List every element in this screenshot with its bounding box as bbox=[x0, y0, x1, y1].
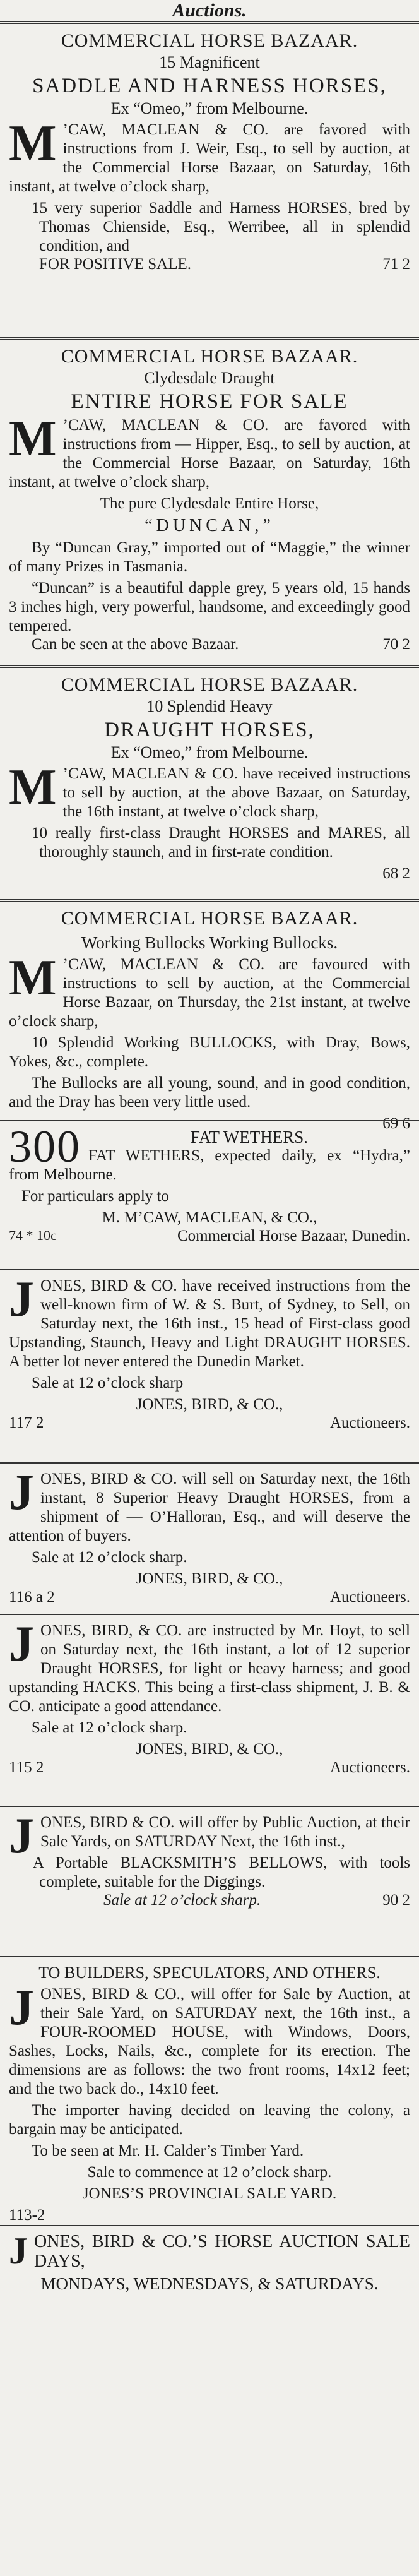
ad-body: ’CAW, MACLEAN & CO. are favored with instructions from J. Weir, Esq., to sell by auction, at the Commercial Horse Bazaar, on Saturday, 16th instant, at twelve o’clock sharp, bbox=[9, 121, 410, 195]
ad-ref: 90 2 bbox=[382, 1892, 410, 1909]
ad-body: FAT WETHERS, expected daily, ex “Hydra,” from Melbourne. bbox=[9, 1147, 410, 1183]
ad-body: ’CAW, MACLEAN & CO. are favored with instructions from — Hipper, Esq., to sell by auction, at the Commercial Horse Bazaar, on Saturday, 16th instant, at twelve o’clock sharp, bbox=[9, 417, 410, 491]
ad-title: TO BUILDERS, SPECULATORS, AND OTHERS. bbox=[38, 1964, 381, 1982]
horse-name: “DUNCAN,” bbox=[145, 516, 274, 535]
ad-time: Sale at 12 o’clock sharp. bbox=[32, 1549, 187, 1566]
drop-cap: J bbox=[9, 1808, 34, 1864]
ad-sale-days bbox=[0, 2225, 419, 2293]
ad-draught-horses bbox=[0, 665, 419, 899]
drop-cap: M bbox=[9, 411, 57, 467]
ad-body: ONES, BIRD & CO., will offer for Sale by Auction, at their Sale Yard, on SATURDAY next, the 16th inst., a FOUR-ROOMED HOUSE, with Windows, Doors, Sashes, Locks, Nails, &c., complete for its erection. The dimensions are as follows: the two front rooms, 14x12 feet; and the two back do., 14x10 feet. bbox=[9, 1986, 410, 2097]
ad-jones-bird-draught bbox=[0, 1269, 419, 1462]
ad-title: FAT WETHERS. bbox=[190, 1128, 309, 1147]
drop-cap: J bbox=[9, 1465, 34, 1520]
ad-working-bullocks bbox=[0, 899, 419, 1132]
ad-line: DRAUGHT HORSES, bbox=[104, 719, 315, 741]
ad-body: ONES, BIRD & CO. will sell on Saturday next, the 16th instant, 8 Superior Heavy Draught HORSES, from a shipment of — O’Halloran, Esq., and will deserve the attention of buyers. bbox=[9, 1470, 410, 1544]
ad-signature: JONES, BIRD, & CO., bbox=[136, 1741, 283, 1758]
ad-fat-wethers bbox=[0, 1120, 419, 1269]
ad-ref: 68 2 bbox=[382, 865, 410, 882]
ad-title: COMMERCIAL HORSE BAZAAR. bbox=[61, 908, 358, 929]
ad-ref: 116 a 2 bbox=[9, 1589, 55, 1606]
section-header: Auctions. bbox=[172, 0, 247, 21]
ad-body: 10 really first-class Draught HORSES and MARES, all thoroughly staunch, and in first-rate condition. bbox=[32, 825, 410, 861]
ad-signature: JONES, BIRD, & CO., bbox=[136, 1396, 283, 1413]
ad-body: MONDAYS, WEDNESDAYS, & SATURDAYS. bbox=[40, 2274, 379, 2293]
ad-role: Auctioneers. bbox=[329, 1759, 410, 1776]
drop-cap: J bbox=[9, 2230, 28, 2272]
ad-body: By “Duncan Gray,” imported out of “Maggie,” the winner of many Prizes in Tasmania. bbox=[9, 539, 410, 575]
ad-ref: 71 2 bbox=[382, 256, 410, 273]
ad-blacksmith-bellows bbox=[0, 1806, 419, 1956]
ad-line: 10 Splendid Heavy bbox=[146, 697, 273, 715]
ad-body: A Portable BLACKSMITH’S BELLOWS, with tools complete, suitable for the Diggings. bbox=[33, 1854, 410, 1890]
drop-cap: M bbox=[9, 950, 57, 1006]
ad-body: ’CAW, MACLEAN & CO. have received instructions to sell by auction, at the above Bazaar, on Saturday, the 16th instant, at twelve o’clock sharp, bbox=[62, 765, 410, 820]
big-number: 300 bbox=[9, 1121, 81, 1172]
ad-jones-bird-hoyt bbox=[0, 1614, 419, 1806]
ad-body: ONES, BIRD & CO. will offer by Public Auction, at their Sale Yards, on SATURDAY Next, the 16th inst., bbox=[40, 1814, 410, 1850]
ad-body: For particulars apply to bbox=[21, 1188, 169, 1205]
ad-body: Sale to commence at 12 o’clock sharp. bbox=[87, 2164, 332, 2181]
ad-role: Auctioneers. bbox=[329, 1414, 410, 1431]
ad-time: Sale at 12 o’clock sharp. bbox=[103, 1892, 261, 1909]
ad-line: Working Bullocks Working Bullocks. bbox=[81, 933, 338, 952]
ad-role: Auctioneers. bbox=[329, 1589, 410, 1606]
ad-body: 10 Splendid Working BULLOCKS, with Dray, Bows, Yokes, &c., complete. bbox=[9, 1034, 410, 1070]
drop-cap: J bbox=[9, 1980, 34, 2036]
ad-line: Clydesdale Draught bbox=[144, 369, 275, 387]
ad-line: SADDLE AND HARNESS HORSES, bbox=[32, 75, 387, 97]
ad-signature: JONES, BIRD, & CO., bbox=[136, 1570, 283, 1587]
ad-body: The pure Clydesdale Entire Horse, bbox=[100, 495, 319, 512]
ad-ref: 113-2 bbox=[9, 2207, 45, 2224]
ad-title: COMMERCIAL HORSE BAZAAR. bbox=[61, 674, 358, 695]
drop-cap: M bbox=[9, 116, 57, 171]
ad-builders-house bbox=[0, 1956, 419, 2225]
ad-body: “Duncan” is a beautiful dapple grey, 5 years old, 15 hands 3 inches high, very powerful, handsome, and exceedingly good tempered. bbox=[9, 580, 410, 635]
ad-line: ENTIRE HORSE FOR SALE bbox=[71, 390, 348, 413]
ad-ref: 117 2 bbox=[9, 1414, 44, 1431]
ad-time: Sale at 12 o’clock sharp bbox=[32, 1374, 184, 1392]
ad-closing: FOR POSITIVE SALE. bbox=[39, 256, 191, 273]
ad-body: The importer having decided on leaving the colony, a bargain may be anticipated. bbox=[9, 2102, 410, 2138]
drop-cap: J bbox=[9, 1272, 34, 1327]
ad-signature: M. M’CAW, MACLEAN, & CO., bbox=[102, 1209, 317, 1226]
ad-title: COMMERCIAL HORSE BAZAAR. bbox=[61, 346, 358, 367]
ad-ref: 70 2 bbox=[382, 636, 410, 653]
ad-body: The Bullocks are all young, sound, and in good condition, and the Dray has been very little used. bbox=[9, 1075, 410, 1111]
ad-body: 15 very superior Saddle and Harness HORSES, bred by Thomas Chienside, Esq., Werribee, all in splendid condition, and bbox=[32, 200, 410, 254]
ad-signature: Commercial Horse Bazaar, Dunedin. bbox=[177, 1227, 410, 1244]
ad-body: ONES, BIRD & CO.’S HORSE AUCTION SALE DAYS, bbox=[34, 2232, 410, 2271]
ad-ref: 115 2 bbox=[9, 1759, 44, 1776]
ad-ref: 69 6 bbox=[382, 1115, 410, 1132]
ad-entire-horse bbox=[0, 337, 419, 665]
ad-title: COMMERCIAL HORSE BAZAAR. bbox=[61, 30, 358, 51]
ad-line: 15 Magnificent bbox=[159, 53, 260, 71]
drop-cap: M bbox=[9, 760, 57, 815]
ad-line: Ex “Omeo,” from Melbourne. bbox=[110, 99, 309, 117]
ad-line: Ex “Omeo,” from Melbourne. bbox=[110, 743, 309, 761]
ad-body: ONES, BIRD, & CO. are instructed by Mr. Hoyt, to sell on Saturday next, the 16th instant, a lot of 12 superior Draught HORSES, for light or heavy harness; and good upstanding HACKS. This being a first-class shipment, J. B. & CO. anticipate a good attendance. bbox=[9, 1622, 410, 1715]
ad-signature: JONES’S PROVINCIAL SALE YARD. bbox=[82, 2185, 337, 2202]
ad-body: ONES, BIRD & CO. have received instructions from the well-known firm of W. & S. Burt, of Sydney, to Sell, on Saturday next, the 16th inst., 15 head of First-class good Upstanding, Staunch, Heavy and Light DRAUGHT HORSES. A better lot never entered the Dunedin Market. bbox=[9, 1277, 410, 1370]
ad-time: Sale at 12 o’clock sharp. bbox=[32, 1719, 187, 1736]
ad-ref: 74 * 10c bbox=[9, 1227, 57, 1243]
ad-body: ’CAW, MACLEAN & CO. are favoured with instructions to sell by auction, at the Commercial Horse Bazaar, on Thursday, the 21st instant, at twelve o’clock sharp, bbox=[9, 956, 410, 1030]
ad-closing: Can be seen at the above Bazaar. bbox=[32, 636, 239, 653]
ad-jones-bird-superior bbox=[0, 1462, 419, 1614]
ad-saddle-harness-horses bbox=[0, 21, 419, 337]
ad-body: To be seen at Mr. H. Calder’s Timber Yard. bbox=[32, 2142, 304, 2159]
drop-cap: J bbox=[9, 1616, 34, 1672]
